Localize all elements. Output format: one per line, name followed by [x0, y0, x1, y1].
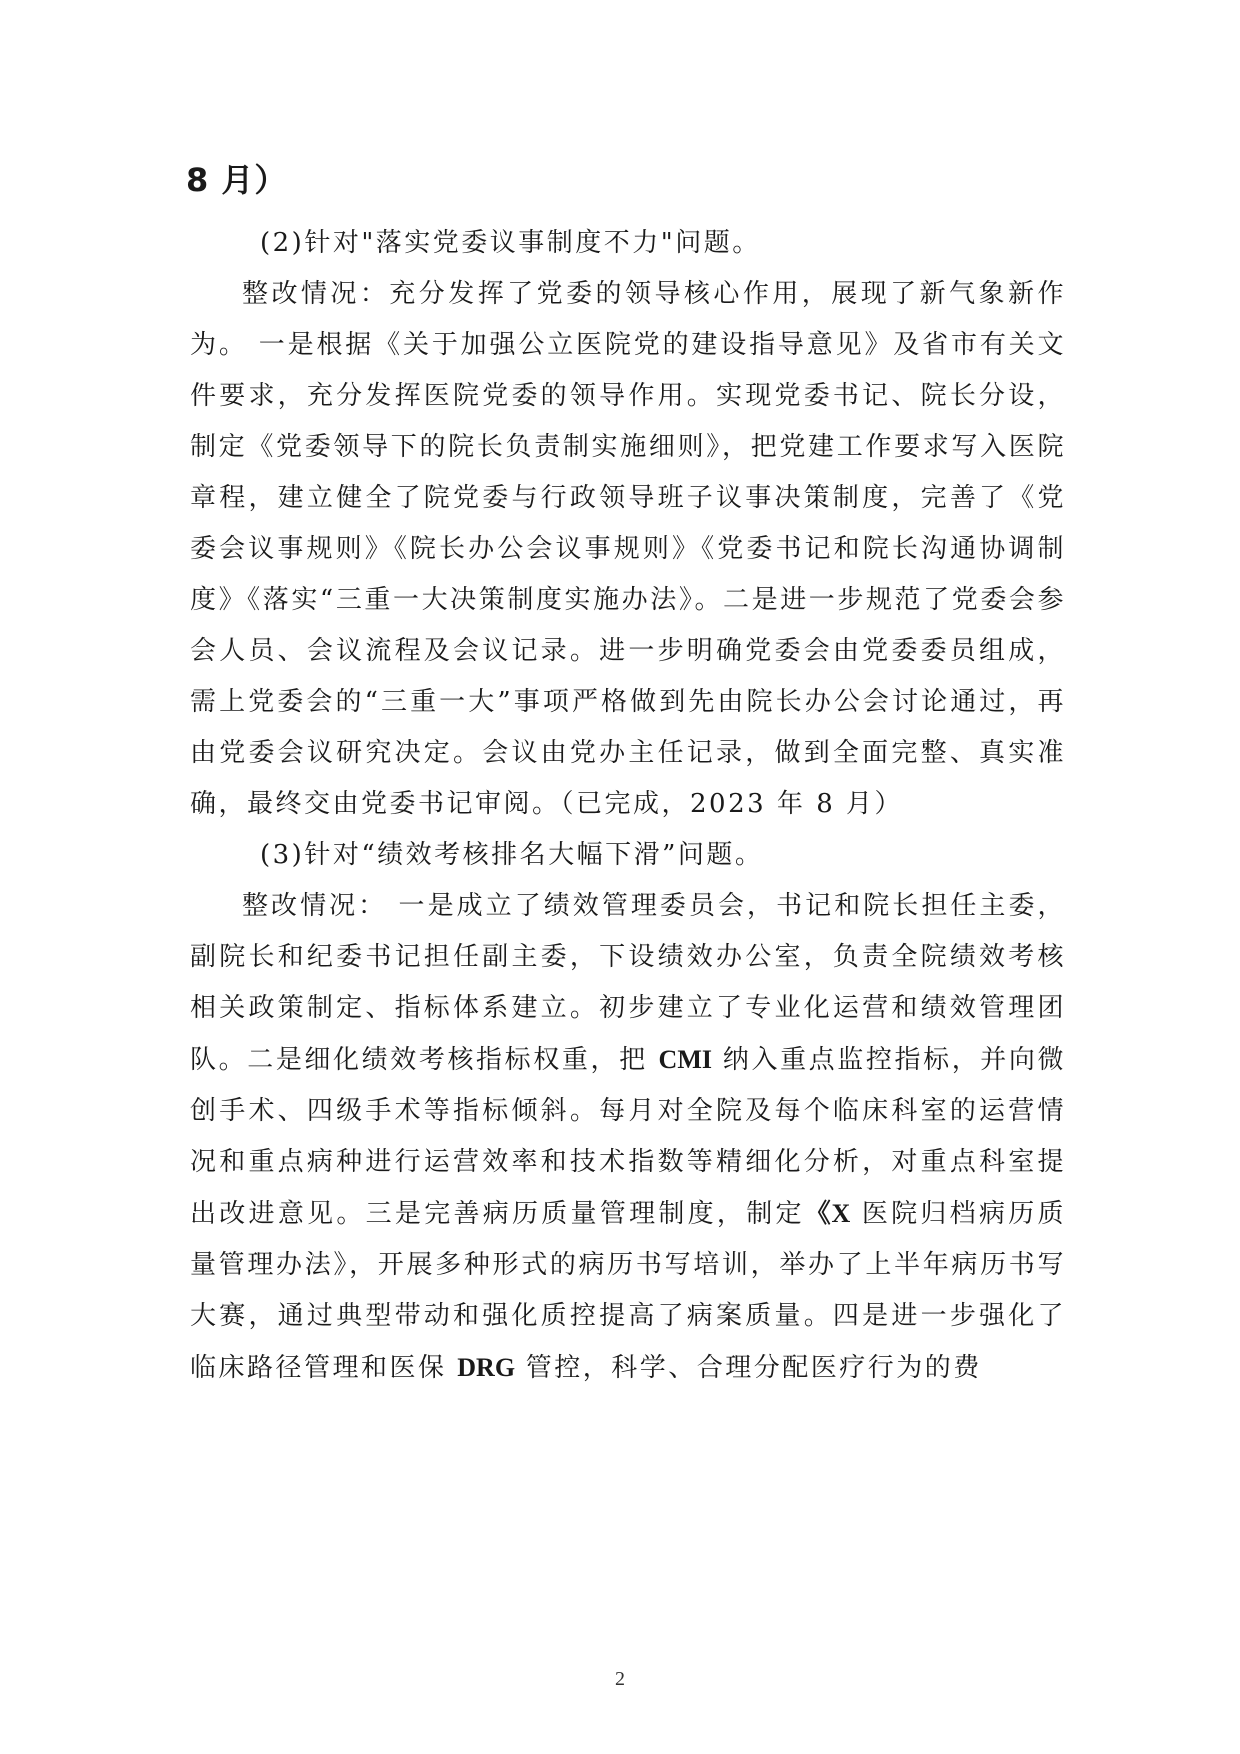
section-3-title: (3)针对“绩效考核排名大幅下滑”问题。	[260, 840, 764, 870]
document-body	[190, 218, 1066, 1394]
section-3-text-3: 医院归档病历质量管理办法》，开展多种形式的病历书写培训，举办了上半年病历书写大赛，通过典型带动和强化质控提高了病案质量。四是进一步强化了临床路径管理和医保	[190, 1199, 1066, 1383]
section-3-text-2: 纳入重点监控指标，并向微创手术、四级手术等指标倾斜。每月对全院及每个临床科室的运营情况和重点病种进行运营效率和技术指数等精细化分析，对重点科室提出改进意见。三是完善病历质量管理制度，制定	[190, 1045, 1067, 1229]
page-number: 2	[615, 1668, 625, 1690]
term-cmi: CMI	[658, 1045, 712, 1074]
section-3-text-4: 管控，科学、合理分配医疗行为的费	[515, 1353, 982, 1383]
term-x-hospital: 《X	[804, 1199, 851, 1228]
section-3-text-1: 整改情况： 一是成立了绩效管理委员会，书记和院长担任主委， 副院长和纪委书记担任副主委，下设绩效办公室，负责全院绩效考核相关政策制定、指标体系建立。初步建立了专业化运营和绩效管理团队。二是细化绩效考核指标权重，把	[190, 891, 1066, 1075]
section-2-title: (2)针对"落实党委议事制度不力"问题。	[260, 228, 761, 258]
term-drg: DRG	[457, 1353, 516, 1382]
section-2-paragraph: 整改情况：充分发挥了党委的领导核心作用，展现了新气象新作为。 一是根据《关于加强公立医院党的建设指导意见》及省市有关文件要求，充分发挥医院党委的领导作用。实现党委书记、院长分设，制定《党委领导下的院长负责制实施细则》，把党建工作要求写入医院章程，建立健全了院党委与行政领导班子议事决策制度，完善了《党委会议事规则》《院长办公会议事规则》《党委书记和院长沟通协调制度》《落实“三重一大决策制度实施办法》。二是进一步规范了党委会参会人员、会议流程及会议记录。进一步明确党委会由党委委员组成，需上党委会的“三重一大”事项严格做到先由院长办公会讨论通过，再由党委会议研究决定。会议由党办主任记录，做到全面完整、真实准确，最终交由党委书记审阅。（已完成，2023 年 8 月）	[190, 279, 1066, 819]
continued-heading: 8 月）	[186, 161, 288, 199]
section-3-paragraph	[190, 881, 1066, 1394]
